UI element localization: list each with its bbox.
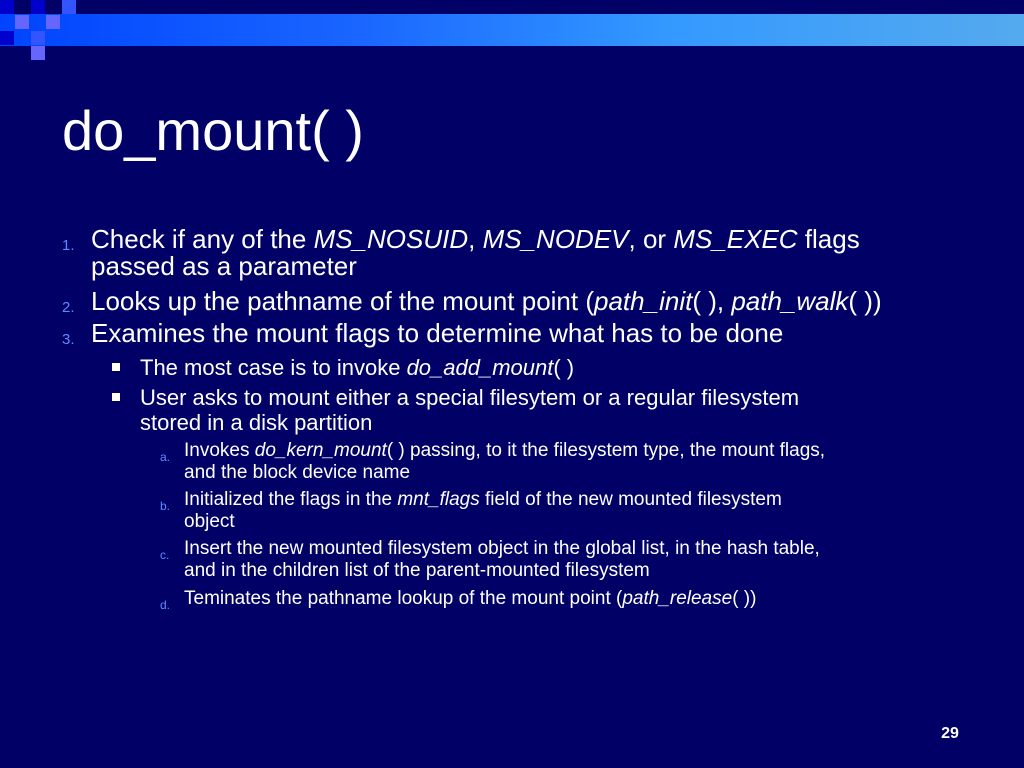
list-marker: 2. [62, 299, 75, 316]
corner-square [0, 31, 14, 45]
flag-name: MS_EXEC [673, 224, 798, 254]
sub-list-item-text [184, 440, 825, 462]
corner-square [31, 31, 45, 45]
text-run: Invokes [184, 440, 255, 461]
sub-list-item-text-line2: and the block device name [184, 462, 411, 483]
text-run: ( )) [732, 588, 757, 609]
sub-list-item-text-line2: and in the children list of the parent-mounted filesystem [184, 560, 650, 581]
sub-list-item-text [184, 489, 782, 511]
bullet-item-text [140, 355, 574, 380]
list-item-text-line2: passed as a parameter [91, 251, 357, 281]
sub-list-item-text: Insert the new mounted filesystem object in the global list, in the hash table, [184, 538, 820, 559]
corner-square [31, 0, 45, 14]
square-bullet-icon [112, 363, 120, 371]
field-name: mnt_flags [397, 489, 480, 510]
list-item-text: Examines the mount flags to determine what has to be done [91, 318, 784, 348]
text-run: , or [628, 224, 674, 254]
corner-square [31, 46, 45, 60]
text-run: Check if any of the [91, 224, 314, 254]
text-run: field of the new mounted filesystem [479, 489, 782, 510]
function-name: path_walk [731, 286, 849, 316]
text-run: flags [797, 224, 860, 254]
list-marker: a. [160, 450, 171, 464]
page-number: 29 [941, 725, 959, 742]
list-marker: b. [160, 499, 171, 513]
corner-square [0, 0, 14, 14]
corner-square [62, 0, 76, 14]
list-marker: 1. [62, 237, 75, 254]
function-name: do_add_mount [406, 355, 554, 380]
sub-list-item-text-line2: object [184, 511, 235, 532]
text-run: ( ) [553, 355, 575, 380]
sub-list-item-text [184, 588, 756, 610]
list-marker: d. [160, 598, 171, 612]
corner-square [46, 15, 60, 29]
list-marker: c. [160, 548, 170, 562]
function-name: do_kern_mount [254, 440, 387, 461]
bullet-item-text: User asks to mount either a special filesytem or a regular filesystem [140, 385, 800, 410]
list-item-text [91, 226, 860, 253]
text-run: , [468, 224, 483, 254]
text-run: The most case is to invoke [140, 355, 407, 380]
text-run: ( )) [848, 286, 882, 316]
corner-square [15, 15, 29, 29]
text-run: Initialized the flags in the [184, 489, 398, 510]
flag-name: MS_NODEV [482, 224, 629, 254]
function-name: path_release [622, 588, 733, 609]
text-run: Looks up the pathname of the mount point ( [91, 286, 595, 316]
text-run: Teminates the pathname lookup of the mount point ( [184, 588, 623, 609]
flag-name: MS_NOSUID [313, 224, 469, 254]
text-run: ( ) passing, to it the filesystem type, the mount flags, [386, 440, 826, 461]
text-run: ( ), [692, 286, 732, 316]
header-gradient-bar [0, 14, 1024, 46]
slide-title: do_mount( ) [62, 99, 364, 162]
bullet-item-text-line2: stored in a disk partition [140, 410, 373, 435]
function-name: path_init [594, 286, 693, 316]
list-marker: 3. [62, 331, 75, 348]
list-item-text [91, 288, 882, 315]
square-bullet-icon [112, 393, 120, 401]
